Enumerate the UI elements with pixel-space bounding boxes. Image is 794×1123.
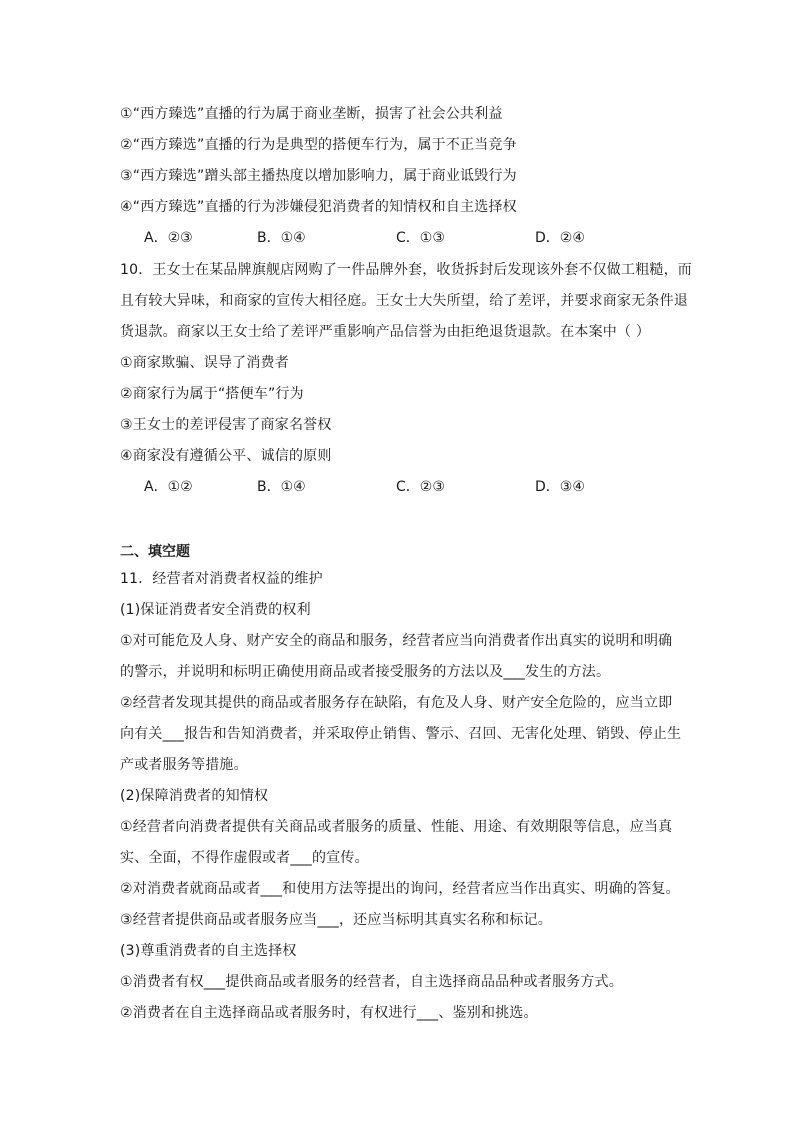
q9-option-c: C．①③: [396, 230, 445, 246]
section-title: 二、填空题: [120, 544, 190, 560]
q11-line-14: ①消费者有权___提供商品或者服务的经营者，自主选择商品品种或者服务方式。: [120, 974, 623, 990]
q9-statement-3: ③“西方臻选”蹭头部主播热度以增加影响力，属于商业诋毁行为: [120, 168, 517, 184]
q9-statement-2: ②“西方臻选”直播的行为是典型的搭便车行为，属于不正当竞争: [120, 137, 517, 153]
q11-line-11: ②对消费者就商品或者___和使用方法等提出的询问，经营者应当作出真实、明确的答复。: [120, 881, 680, 897]
q10-statement-4: ④商家没有遵循公平、诚信的原则: [120, 448, 332, 464]
q10-options: [144, 477, 644, 497]
q10-statement-3: ③王女士的差评侵害了商家名誉权: [120, 417, 332, 433]
q9-option-a: A．②③: [144, 230, 193, 246]
q10-statement-2: ②商家行为属于“搭便车”行为: [120, 386, 304, 402]
q10-option-c: C．②③: [396, 479, 445, 495]
q11-line-9: ①经营者向消费者提供有关商品或者服务的质量、性能、用途、有效期限等信息，应当真: [120, 819, 673, 835]
q11-line-6: 向有关___报告和告知消费者，并采取停止销售、警示、召回、无害化处理、销毁、停止生: [120, 726, 682, 742]
q10-statement-1: ①商家欺骗、误导了消费者: [120, 355, 289, 371]
q11-line-10: 实、全面，不得作虚假或者___的宣传。: [120, 850, 369, 866]
q9-options: [144, 228, 644, 248]
q11-line-8: (2)保障消费者的知情权: [120, 788, 269, 804]
q10-stem-line-3: 货退款。商家以王女士给了差评严重影响产品信誉为由拒绝退货退款。在本案中（ ）: [120, 324, 651, 340]
q11-line-5: ②经营者发现其提供的商品或者服务存在缺陷，有危及人身、财产安全危险的，应当立即: [120, 695, 673, 711]
q11-line-1: 11．经营者对消费者权益的维护: [120, 571, 323, 587]
q11-line-13: (3)尊重消费者的自主选择权: [120, 943, 297, 959]
q9-option-d: D．②④: [535, 230, 585, 246]
q10-option-b: B．①④: [257, 479, 306, 495]
q11-line-12: ③经营者提供商品或者服务应当___，还应当标明其真实名称和标记。: [120, 912, 552, 928]
q10-option-d: D．③④: [535, 479, 585, 495]
q11-line-4: 的警示，并说明和标明正确使用商品或者接受服务的方法以及___发生的方法。: [120, 664, 611, 680]
q10-option-a: A．①②: [144, 479, 193, 495]
q10-stem-line-2: 且有较大异味，和商家的宣传大相径庭。王女士大失所望，给了差评，并要求商家无条件退: [120, 293, 688, 309]
q9-statement-4: ④“西方臻选”直播的行为涉嫌侵犯消费者的知情权和自主选择权: [120, 199, 517, 215]
q11-line-3: ①对可能危及人身、财产安全的商品和服务，经营者应当向消费者作出真实的说明和明确: [120, 633, 673, 649]
q11-line-2: (1)保证消费者安全消费的权利: [120, 602, 311, 618]
q9-statement-1: ①“西方臻选”直播的行为属于商业垄断，损害了社会公共利益: [120, 106, 503, 122]
q10-stem-line-1: 10．王女士在某品牌旗舰店网购了一件品牌外套，收货拆封后发现该外套不仅做工粗糙，而: [120, 262, 693, 278]
q11-line-15: ②消费者在自主选择商品或者服务时，有权进行___、鉴别和挑选。: [120, 1005, 538, 1021]
q9-option-b: B．①④: [257, 230, 306, 246]
q11-line-7: 产或者服务等措施。: [120, 757, 248, 773]
